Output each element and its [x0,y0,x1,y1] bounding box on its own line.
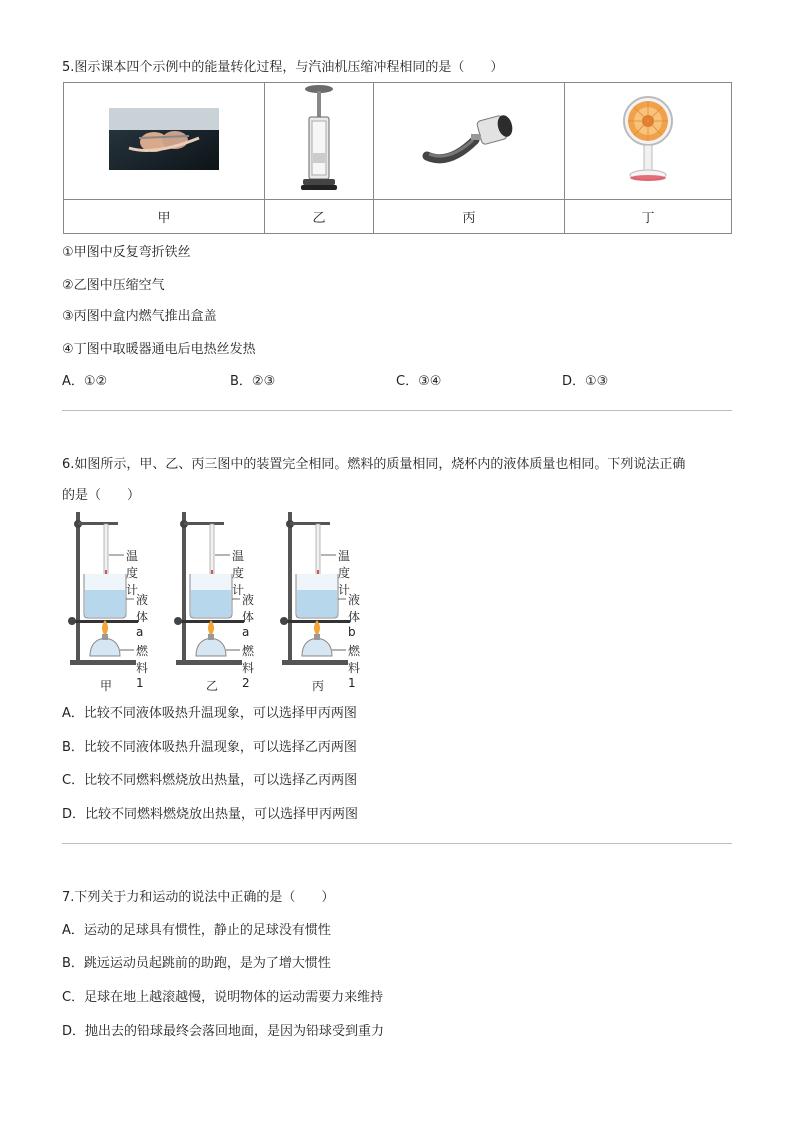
setup3-fuel-label: 燃料1 [348,644,361,690]
setup2-fuel-label: 燃料2 [242,644,255,690]
heating-apparatus-figure [62,510,392,695]
q5-item-4: ④丁图中取暖器通电后电热丝发热 [62,342,256,357]
setup2-liquid-label: 液体a [242,593,255,639]
label-jia: 甲 [64,200,265,234]
q6-stem-line1: 6.如图所示，甲、乙、丙三图中的装置完全相同。燃料的质量相同，烧杯内的液体质量也相同。下列说法正确 [62,457,686,472]
divider [62,843,732,844]
label-ding: 丁 [565,200,732,234]
q5-option-d[interactable]: D．①③ [562,374,609,389]
setup1-fuel-label: 燃料1 [136,644,149,690]
image-air-compressor [265,83,374,200]
q7-option-c[interactable]: C．足球在地上越滚越慢，说明物体的运动需要力来维持 [62,990,384,1005]
q5-stem: 5.图示课本四个示例中的能量转化过程，与汽油机压缩冲程相同的是（ ） [62,60,504,75]
q7-option-d[interactable]: D．抛出去的铅球最终会落回地面，是因为铅球受到重力 [62,1024,385,1039]
hands-bending-wire-icon [109,108,219,170]
setup1-thermo-label: 温度计 [126,549,139,597]
q6-option-b[interactable]: B．比较不同液体吸热升温现象，可以选择乙丙两图 [62,740,357,755]
setup3-liquid-label: 液体b [348,593,361,639]
setup2-caption: 乙 [206,679,219,693]
air-compression-cylinder-icon [299,83,339,195]
setup1-liquid-label: 液体a [136,593,149,639]
setup1-caption: 甲 [100,679,113,693]
q6-option-a[interactable]: A．比较不同液体吸热升温现象，可以选择甲丙两图 [62,706,357,721]
image-heater [565,83,732,200]
electric-heater-icon [623,93,673,185]
q5-option-b[interactable]: B．②③ [230,374,276,389]
q6-option-c[interactable]: C．比较不同燃料燃烧放出热量，可以选择乙丙两图 [62,773,358,788]
label-bing: 丙 [374,200,565,234]
q5-item-2: ②乙图中压缩空气 [62,278,165,293]
label-yi: 乙 [265,200,374,234]
q7-option-a[interactable]: A．运动的足球具有惯性，静止的足球没有惯性 [62,923,331,938]
image-bending-wire [64,83,265,200]
q5-option-a[interactable]: A．①② [62,374,108,389]
setup2-thermo-label: 温度计 [232,549,245,597]
setup3-thermo-label: 温度计 [338,549,351,597]
q6-stem-line2: 的是（ ） [62,488,141,503]
q5-item-1: ①甲图中反复弯折铁丝 [62,245,191,260]
setup3-caption: 丙 [312,679,325,693]
q7-stem: 7.下列关于力和运动的说法中正确的是（ ） [62,890,335,905]
q5-image-table [63,82,732,234]
q7-option-b[interactable]: B．跳远运动员起跳前的助跑，是为了增大惯性 [62,956,331,971]
q5-item-3: ③丙图中盒内燃气推出盒盖 [62,309,217,324]
q5-option-c[interactable]: C．③④ [396,374,442,389]
divider [62,410,732,411]
ignition-box-icon [419,104,519,174]
q5-options [62,370,732,390]
q6-option-d[interactable]: D．比较不同燃料燃烧放出热量，可以选择甲丙两图 [62,807,359,822]
image-spark-box [374,83,565,200]
